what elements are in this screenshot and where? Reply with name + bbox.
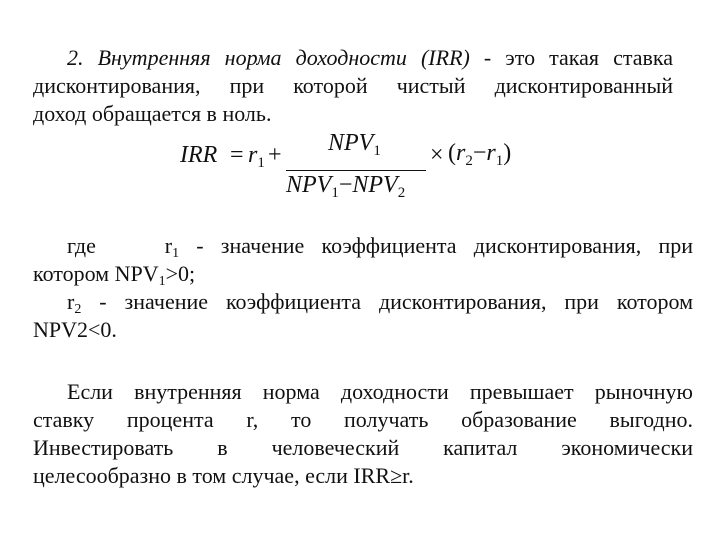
- formula-den-minus: −: [338, 172, 353, 198]
- formula-r2-sub: 2: [465, 153, 473, 169]
- definition-line-1-rest: - это такая ставка: [469, 45, 674, 70]
- where-line-3-rest: - значение коэффициента дисконтирования, при котором: [81, 289, 693, 314]
- formula-numerator: [328, 130, 381, 157]
- where-word: где: [67, 233, 96, 258]
- formula-denominator: [286, 172, 405, 199]
- formula-den-sub2: 2: [397, 185, 406, 201]
- where-line-1: [33, 232, 693, 260]
- formula-paren-group: [448, 140, 511, 167]
- where-line-3: [33, 288, 693, 316]
- where-r1: r: [164, 233, 173, 258]
- where-line-2-rest: >0;: [165, 261, 196, 286]
- where-r1-sub: 1: [172, 246, 180, 261]
- formula-plus: +: [268, 142, 282, 168]
- definition-line-1: [33, 44, 673, 72]
- definition-term: 2. Внутренняя норма доходности (IRR): [67, 45, 470, 70]
- definition-line-3: доход обращается в ноль.: [33, 101, 272, 126]
- conclusion-line-4: [33, 462, 693, 490]
- formula-den-sub1: 1: [331, 185, 339, 201]
- definition-paragraph: [33, 44, 673, 128]
- formula-times: ×: [430, 142, 444, 168]
- conclusion-line-1: Если внутренняя норма доходности превышает рыночную: [67, 379, 693, 404]
- formula-equals: =: [230, 142, 244, 168]
- formula-den-npv2: NPV: [352, 172, 398, 198]
- formula-r-sub: 1: [257, 155, 265, 171]
- where-line-2: [33, 260, 693, 288]
- fraction-bar: [286, 170, 426, 171]
- definition-line-2: дисконтирования, при которой чистый дисконтированный: [33, 73, 673, 98]
- formula-r: r: [248, 142, 258, 168]
- formula-num-sub: 1: [373, 143, 381, 159]
- formula-r2: r: [456, 140, 466, 166]
- formula-paren-close: ): [503, 140, 512, 166]
- where-paragraph: [33, 232, 693, 344]
- conclusion-ge-symbol: ≥: [390, 463, 403, 488]
- formula-r1b: r: [486, 140, 496, 166]
- conclusion-paragraph: [33, 378, 693, 490]
- formula-paren-open: (: [448, 140, 456, 166]
- conclusion-line-4-text: целесообразно в том случае, если IRR: [33, 463, 391, 488]
- formula-r1-term: [248, 142, 265, 169]
- irr-formula: [180, 132, 540, 204]
- where-r2-sub: 2: [74, 302, 82, 317]
- formula-r1b-sub: 1: [495, 153, 504, 169]
- where-r2: r: [67, 289, 75, 314]
- formula-minus: −: [472, 140, 487, 166]
- conclusion-line-3: Инвестировать в человеческий капитал экономически: [33, 435, 693, 460]
- where-line-4: NPV2<0.: [33, 317, 117, 342]
- where-line-2-sub: 1: [158, 274, 166, 289]
- formula-den-npv1: NPV: [286, 172, 332, 198]
- formula-lhs-text: IRR: [180, 142, 218, 168]
- conclusion-line-2: ставку процента r, то получать образование выгодно.: [33, 407, 693, 432]
- where-line-2-text: котором NPV: [33, 261, 159, 286]
- formula-lhs: [180, 142, 217, 169]
- where-line-1-rest: - значение коэффициента дисконтирования, при: [179, 233, 693, 258]
- conclusion-line-4-end: r.: [402, 463, 414, 488]
- formula-num-npv: NPV: [328, 130, 374, 156]
